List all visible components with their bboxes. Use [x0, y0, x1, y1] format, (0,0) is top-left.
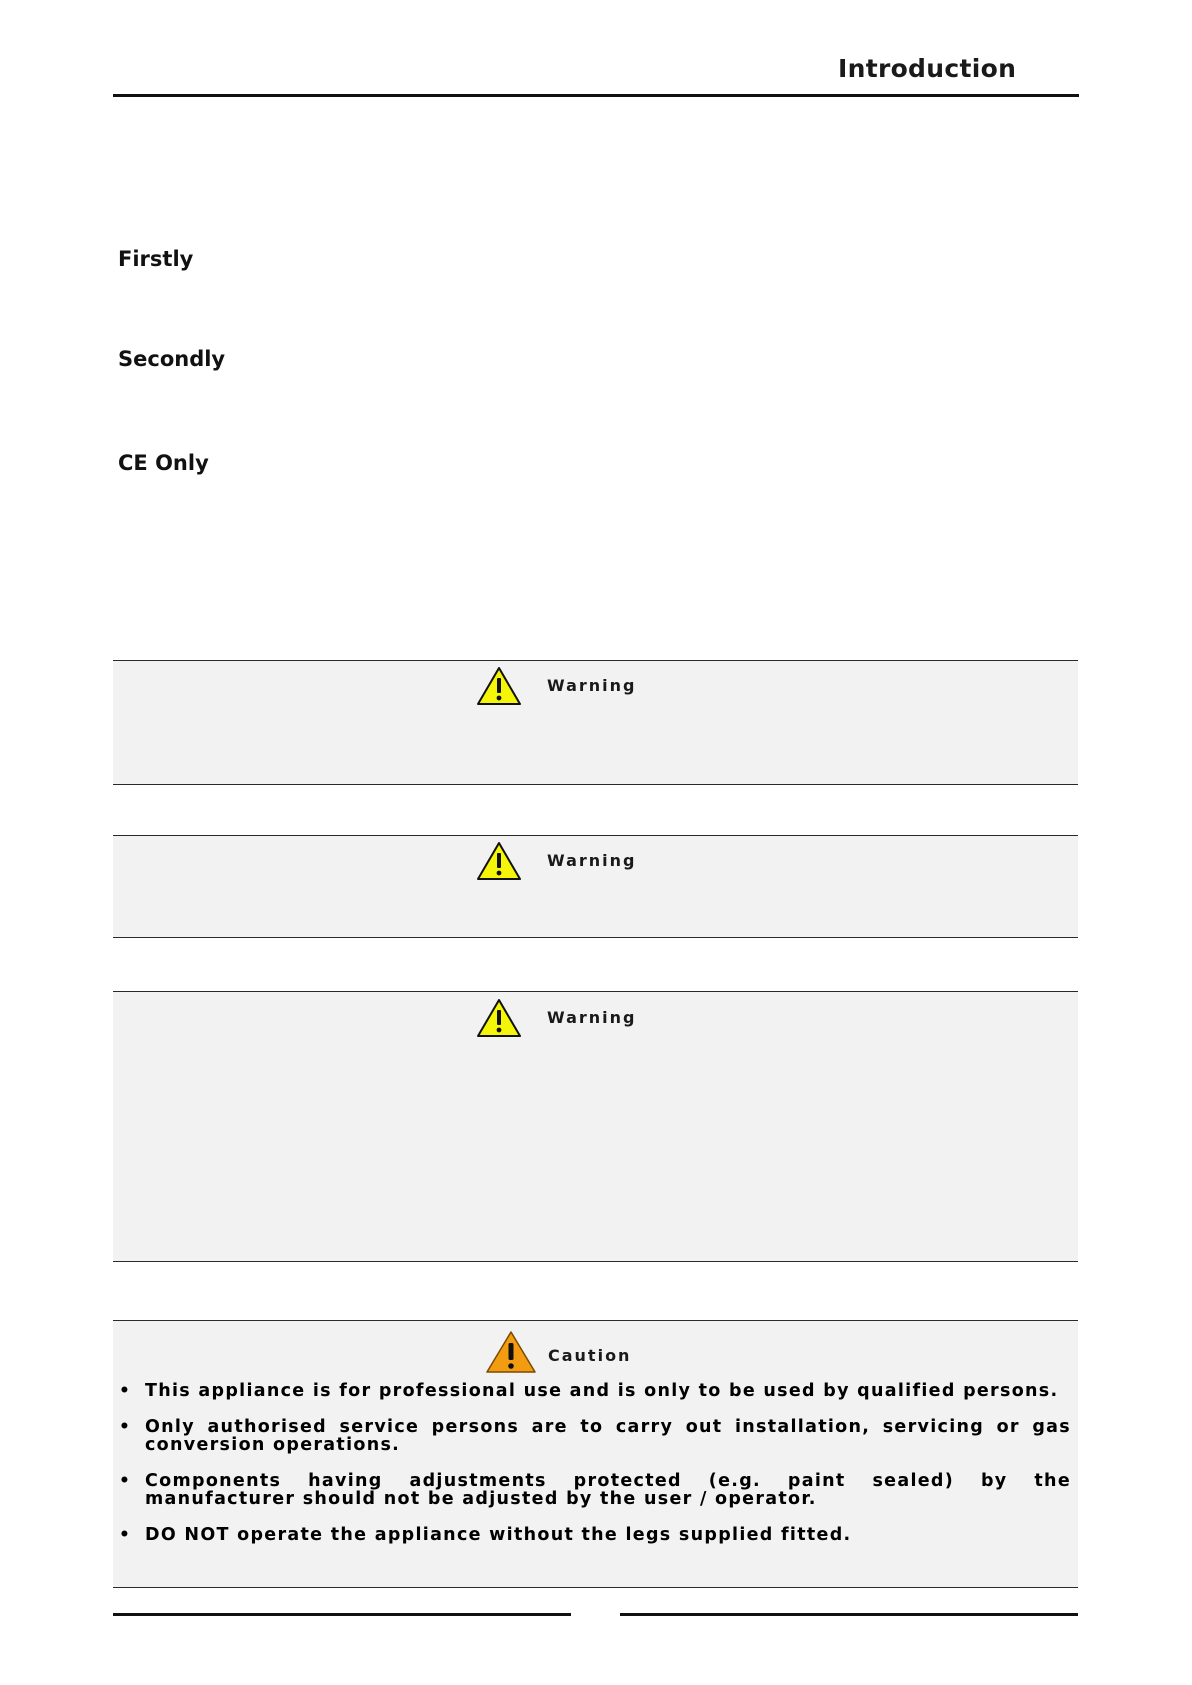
- warning-title: Warning: [547, 851, 637, 870]
- caution-header: [113, 1321, 1078, 1367]
- section-heading-ce-only: CE Only: [118, 451, 209, 475]
- warning-header: [113, 836, 1078, 882]
- bullet-icon: •: [119, 1470, 132, 1491]
- warning-triangle-icon: [476, 666, 522, 706]
- bullet-icon: •: [119, 1381, 132, 1401]
- caution-triangle-icon: [485, 1330, 537, 1374]
- warning-box: [113, 835, 1078, 938]
- caution-title: Caution: [548, 1346, 632, 1365]
- warning-title: Warning: [547, 676, 637, 695]
- warning-box: [113, 660, 1078, 785]
- caution-item: • DO NOT operate the appliance without the legs supplied fitted.: [119, 1524, 852, 1545]
- section-heading-secondly: Secondly: [118, 347, 226, 371]
- warning-header: [113, 661, 1078, 707]
- section-heading-firstly: Firstly: [118, 247, 194, 271]
- caution-item: • This appliance is for professional use and is only to be used by qualified persons.: [119, 1381, 1059, 1401]
- warning-triangle-icon: [476, 841, 522, 881]
- warning-title: Warning: [547, 1008, 637, 1027]
- page-title: Introduction: [838, 54, 1017, 83]
- caution-box: [113, 1320, 1078, 1588]
- caution-item: • Only authorised service persons are to carry out installation, servicing or gas conversion operations.: [119, 1416, 1071, 1455]
- caution-list: [113, 1382, 1078, 1561]
- bullet-icon: •: [119, 1416, 132, 1437]
- header-rule: [113, 94, 1079, 97]
- bullet-icon: •: [119, 1524, 132, 1545]
- caution-item: • Components having adjustments protected (e.g. paint sealed) by the manufacturer should not be adjusted by the user / operator.: [119, 1470, 1071, 1509]
- warning-triangle-icon: [476, 998, 522, 1038]
- warning-box: [113, 991, 1078, 1262]
- footer-rule-left: [113, 1613, 571, 1616]
- warning-header: [113, 992, 1078, 1038]
- footer-rule-right: [620, 1613, 1078, 1616]
